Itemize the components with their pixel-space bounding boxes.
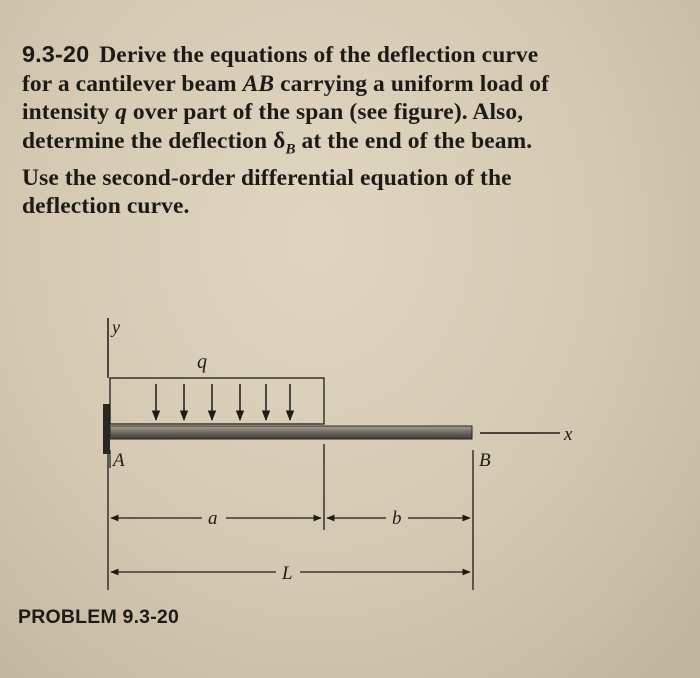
problem-line-6: deflection curve. — [22, 193, 190, 220]
problem-number: 9.3-20 — [22, 41, 90, 67]
x-axis-label: x — [564, 424, 573, 445]
dimension-a-label: a — [208, 508, 218, 529]
problem-line-2: for a cantilever beam AB carrying a uniform load of — [22, 70, 550, 97]
problem-line-3: intensity q over part of the span (see figure). Also, — [22, 99, 524, 125]
problem-line-5: Use the second-order differential equation of the — [22, 164, 512, 191]
problem-line-1: 9.3-20 Derive the equations of the deflection curve — [22, 41, 539, 68]
figure-caption: PROBLEM 9.3-20 — [18, 606, 180, 628]
fixed-support — [103, 404, 110, 454]
problem-line-4: determine the deflection $\delta_B$ at the end of the beam. — [22, 127, 533, 158]
point-a-label: A — [113, 450, 125, 471]
load-intensity-label: q — [197, 351, 207, 373]
load-arrows — [156, 384, 290, 420]
beam — [110, 426, 472, 439]
dimension-l-label: L — [282, 563, 293, 584]
y-axis-label: y — [112, 317, 120, 337]
dimension-b-label: b — [392, 508, 402, 529]
point-b-label: B — [479, 450, 491, 471]
distributed-load-outline — [110, 378, 324, 424]
